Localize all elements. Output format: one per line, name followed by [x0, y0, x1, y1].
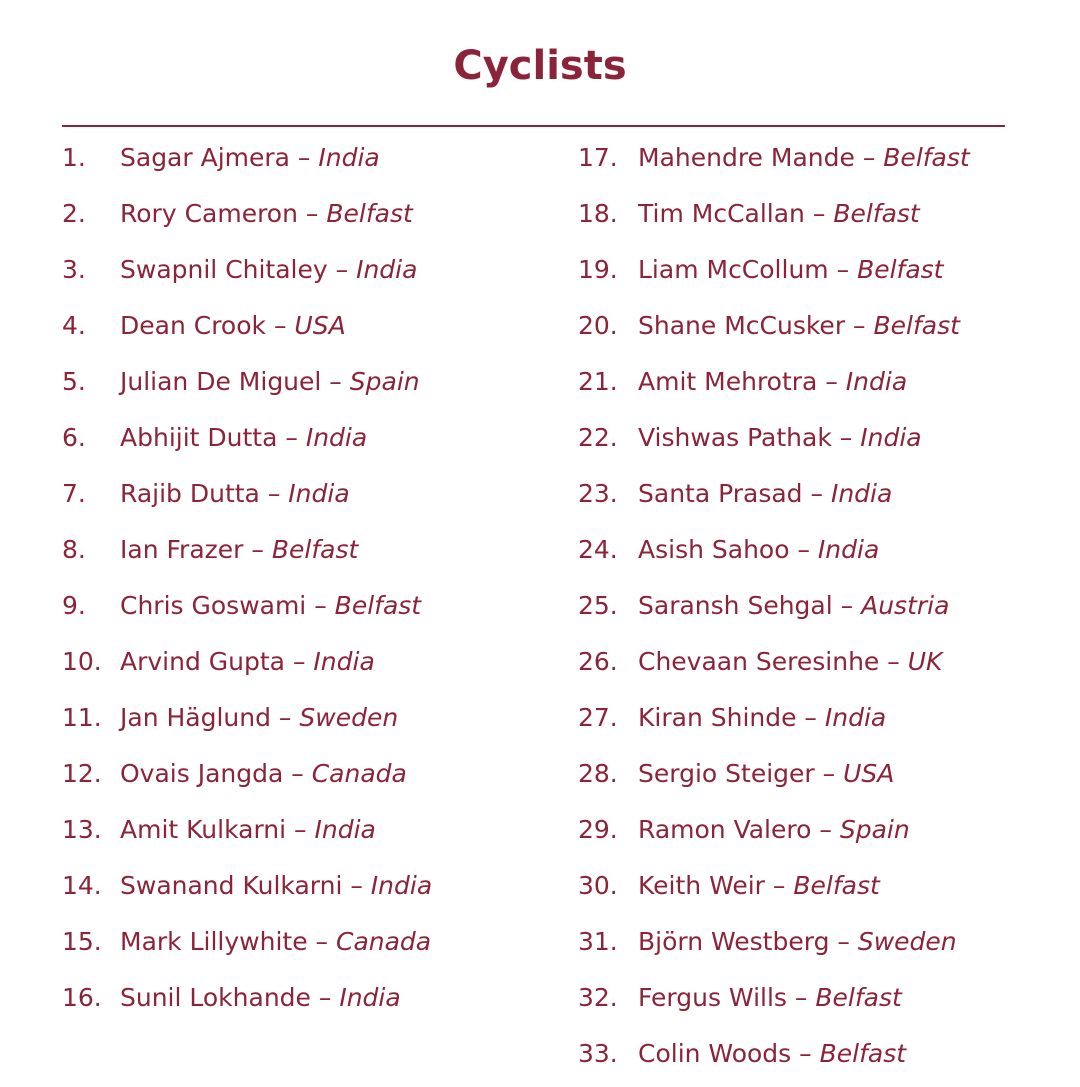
name-place-separator: – [270, 703, 300, 732]
name-place-separator: – [306, 591, 335, 620]
cyclist-name: Shane McCusker [638, 311, 846, 340]
cyclist-name: Mahendre Mande [638, 143, 855, 172]
item-number: 15. [62, 927, 102, 956]
item-number: 3. [62, 255, 86, 284]
list-item [62, 863, 562, 919]
name-place-separator: – [802, 479, 831, 508]
cyclist-name: Ian Frazer [120, 535, 244, 564]
cyclist-location: Belfast [326, 199, 413, 228]
cyclist-name: Björn Westberg [638, 927, 830, 956]
item-number: 22. [578, 423, 618, 452]
cyclist-location: Austria [861, 591, 950, 620]
name-place-separator: – [277, 423, 306, 452]
cyclist-name: Asish Sahoo [638, 535, 790, 564]
name-place-separator: – [831, 423, 861, 452]
name-place-separator: – [845, 311, 874, 340]
item-number: 33. [578, 1039, 618, 1068]
cyclist-name: Santa Prasad [638, 479, 803, 508]
name-place-separator: – [828, 255, 858, 284]
name-place-separator: – [307, 927, 336, 956]
name-place-separator: – [289, 143, 319, 172]
name-place-separator: – [832, 591, 862, 620]
list-item [62, 807, 562, 863]
cyclist-name: Chris Goswami [120, 591, 307, 620]
list-item [62, 975, 562, 1031]
cyclist-name: Swapnil Chitaley [120, 255, 328, 284]
cyclist-name: Amit Kulkarni [120, 815, 287, 844]
cyclist-location: Belfast [793, 871, 880, 900]
cyclist-location: Belfast [883, 143, 970, 172]
list-item [578, 135, 1058, 191]
cyclist-location: Spain [839, 815, 910, 844]
cyclist-name: Kiran Shinde [638, 703, 797, 732]
cyclist-name: Dean Crook [120, 311, 266, 340]
item-number: 27. [578, 703, 618, 732]
cyclist-location: India [824, 703, 887, 732]
item-number: 12. [62, 759, 102, 788]
name-place-separator: – [286, 815, 315, 844]
name-place-separator: – [796, 703, 825, 732]
cyclist-name: Arvind Gupta [120, 647, 285, 676]
list-item [578, 527, 1058, 583]
cyclist-location: India [860, 423, 922, 452]
cyclist-name: Amit Mehrotra [638, 367, 818, 396]
cyclist-location: India [830, 479, 893, 508]
list-item [578, 975, 1058, 1031]
item-number: 26. [578, 647, 618, 676]
name-place-separator: – [297, 199, 327, 228]
name-place-separator: – [791, 1039, 820, 1068]
list-item [578, 415, 1058, 471]
list-item [578, 863, 1058, 919]
item-number: 21. [578, 367, 618, 396]
item-number: 29. [578, 815, 618, 844]
name-place-separator: – [817, 367, 846, 396]
list-item [578, 359, 1058, 415]
cyclist-location: India [305, 423, 368, 452]
item-number: 20. [578, 311, 618, 340]
list-item [578, 1031, 1058, 1087]
item-number: 18. [578, 199, 618, 228]
list-item [62, 247, 562, 303]
list-item [62, 135, 562, 191]
item-number: 25. [578, 591, 618, 620]
item-number: 11. [62, 703, 102, 732]
cyclist-location: India [313, 647, 375, 676]
name-place-separator: – [243, 535, 272, 564]
cyclist-name: Sergio Steiger [638, 759, 815, 788]
list-item [62, 359, 562, 415]
cyclist-name: Tim McCallan [638, 199, 805, 228]
list-item [578, 639, 1058, 695]
cyclist-location: India [817, 535, 880, 564]
list-item [62, 415, 562, 471]
name-place-separator: – [259, 479, 289, 508]
list-item [578, 471, 1058, 527]
cyclist-location: Sweden [299, 703, 399, 732]
list-item [62, 919, 562, 975]
cyclist-location: Canada [335, 927, 432, 956]
item-number: 8. [62, 535, 86, 564]
name-place-separator: – [342, 871, 371, 900]
cyclist-location: India [845, 367, 908, 396]
item-number: 1. [62, 143, 86, 172]
name-place-separator: – [804, 199, 834, 228]
cyclist-location: Sweden [857, 927, 957, 956]
item-number: 30. [578, 871, 618, 900]
title-divider [62, 125, 1005, 127]
cyclist-location: India [288, 479, 350, 508]
cyclist-name: Vishwas Pathak [638, 423, 832, 452]
cyclist-location: India [318, 143, 380, 172]
item-number: 4. [62, 311, 86, 340]
name-place-separator: – [283, 759, 312, 788]
cyclist-location: Belfast [271, 535, 359, 564]
item-number: 6. [62, 423, 86, 452]
list-item [578, 247, 1058, 303]
name-place-separator: – [814, 759, 844, 788]
cyclist-name: Rory Cameron [120, 199, 298, 228]
name-place-separator: – [829, 927, 858, 956]
item-number: 13. [62, 815, 102, 844]
name-place-separator: – [327, 255, 357, 284]
cyclist-name: Colin Woods [638, 1039, 792, 1068]
item-number: 9. [62, 591, 86, 620]
cyclist-location: USA [294, 311, 346, 340]
list-item [62, 527, 562, 583]
cyclist-name: Ramon Valero [638, 815, 812, 844]
cyclist-name: Julian De Miguel [120, 367, 322, 396]
name-place-separator: – [310, 983, 340, 1012]
cyclist-list-left [62, 135, 562, 1031]
name-place-separator: – [789, 535, 818, 564]
item-number: 23. [578, 479, 618, 508]
cyclist-name: Rajib Dutta [120, 479, 260, 508]
cyclist-list-right [578, 135, 1058, 1087]
cyclist-location: USA [843, 759, 895, 788]
item-number: 31. [578, 927, 618, 956]
cyclist-name: Swanand Kulkarni [120, 871, 343, 900]
list-item [62, 695, 562, 751]
list-item [578, 751, 1058, 807]
name-place-separator: – [879, 647, 908, 676]
name-place-separator: – [764, 871, 794, 900]
list-item [578, 695, 1058, 751]
name-place-separator: – [811, 815, 840, 844]
item-number: 16. [62, 983, 102, 1012]
cyclist-name: Liam McCollum [638, 255, 829, 284]
item-number: 24. [578, 535, 618, 564]
item-number: 7. [62, 479, 86, 508]
cyclist-name: Sagar Ajmera [120, 143, 290, 172]
cyclist-location: Belfast [815, 983, 902, 1012]
list-item [62, 303, 562, 359]
cyclist-location: Belfast [857, 255, 944, 284]
item-number: 32. [578, 983, 618, 1012]
cyclist-name: Ovais Jangda [120, 759, 284, 788]
item-number: 10. [62, 647, 102, 676]
list-item [62, 751, 562, 807]
item-number: 19. [578, 255, 618, 284]
cyclist-location: India [370, 871, 433, 900]
item-number: 2. [62, 199, 86, 228]
cyclist-name: Fergus Wills [638, 983, 787, 1012]
list-item [578, 303, 1058, 359]
list-item [62, 191, 562, 247]
cyclist-location: Spain [349, 367, 420, 396]
cyclist-location: Canada [311, 759, 407, 788]
list-item [578, 583, 1058, 639]
page-title: Cyclists [453, 43, 627, 89]
cyclist-name: Chevaan Seresinhe [638, 647, 880, 676]
cyclist-location: India [314, 815, 376, 844]
cyclist-location: UK [907, 647, 943, 676]
cyclist-name: Abhijit Dutta [120, 423, 278, 452]
cyclist-name: Saransh Sehgal [638, 591, 833, 620]
cyclist-location: Belfast [833, 199, 920, 228]
name-place-separator: – [854, 143, 884, 172]
name-place-separator: – [285, 647, 314, 676]
list-item [578, 191, 1058, 247]
cyclist-name: Jan Häglund [120, 703, 271, 732]
item-number: 28. [578, 759, 618, 788]
cyclist-location: India [339, 983, 401, 1012]
cyclist-location: Belfast [873, 311, 960, 340]
name-place-separator: – [321, 367, 350, 396]
item-number: 17. [578, 143, 618, 172]
cyclist-location: Belfast [819, 1039, 907, 1068]
item-number: 5. [62, 367, 86, 396]
cyclist-location: India [356, 255, 418, 284]
list-item [578, 919, 1058, 975]
name-place-separator: – [266, 311, 295, 340]
list-item [62, 583, 562, 639]
cyclist-name: Sunil Lokhande [120, 983, 311, 1012]
cyclist-location: Belfast [334, 591, 422, 620]
list-item [578, 807, 1058, 863]
cyclist-name: Mark Lillywhite [120, 927, 308, 956]
cyclist-name: Keith Weir [638, 871, 765, 900]
list-item [62, 471, 562, 527]
name-place-separator: – [786, 983, 816, 1012]
item-number: 14. [62, 871, 102, 900]
list-item [62, 639, 562, 695]
